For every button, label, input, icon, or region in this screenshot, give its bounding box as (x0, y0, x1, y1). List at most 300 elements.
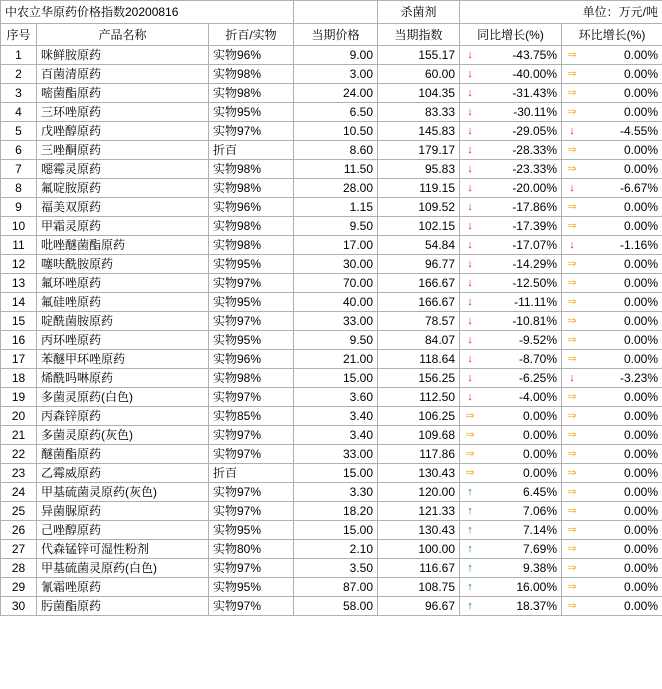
header-index: 序号 (1, 24, 37, 46)
right-arrow-icon: ⇒ (567, 486, 577, 498)
up-arrow-icon: ↑ (467, 543, 473, 555)
product-name: 福美双原药 (37, 198, 209, 217)
current-index: 95.83 (378, 160, 460, 179)
table-row (1, 597, 662, 616)
down-arrow-icon: ↓ (467, 372, 473, 384)
right-arrow-icon: ⇒ (465, 429, 475, 441)
yoy-change (460, 445, 562, 464)
ratio-value: 实物97% (209, 122, 294, 141)
current-index: 145.83 (378, 122, 460, 141)
product-name: 醚菌酯原药 (37, 445, 209, 464)
table-body (1, 46, 662, 616)
yoy-change (460, 388, 562, 407)
current-index: 84.07 (378, 331, 460, 350)
mom-change (562, 502, 662, 521)
right-arrow-icon: ⇒ (567, 144, 577, 156)
yoy-change (460, 312, 562, 331)
down-arrow-icon: ↓ (467, 220, 473, 232)
yoy-change (460, 293, 562, 312)
product-name: 己唑醇原药 (37, 521, 209, 540)
table-row (1, 464, 662, 483)
mom-change (562, 540, 662, 559)
yoy-change (460, 274, 562, 293)
mom-change-value: 0.00% (623, 447, 659, 461)
table-row (1, 84, 662, 103)
down-arrow-icon: ↓ (569, 182, 575, 194)
yoy-change (460, 141, 562, 160)
mom-change-value: 0.00% (623, 428, 659, 442)
down-arrow-icon: ↓ (467, 353, 473, 365)
ratio-value: 实物98% (209, 369, 294, 388)
right-arrow-icon: ⇒ (567, 524, 577, 536)
yoy-change-value: -43.75% (512, 48, 558, 62)
mom-change-value: 0.00% (623, 200, 659, 214)
current-price: 33.00 (294, 312, 378, 331)
yoy-change (460, 122, 562, 141)
right-arrow-icon: ⇒ (567, 201, 577, 213)
right-arrow-icon: ⇒ (465, 467, 475, 479)
right-arrow-icon: ⇒ (465, 448, 475, 460)
current-price: 2.10 (294, 540, 378, 559)
row-index: 1 (1, 46, 37, 65)
down-arrow-icon: ↓ (467, 182, 473, 194)
right-arrow-icon: ⇒ (567, 429, 577, 441)
right-arrow-icon: ⇒ (567, 315, 577, 327)
row-index: 29 (1, 578, 37, 597)
up-arrow-icon: ↑ (467, 505, 473, 517)
yoy-change (460, 502, 562, 521)
table-row (1, 312, 662, 331)
product-name: 咪鲜胺原药 (37, 46, 209, 65)
down-arrow-icon: ↓ (467, 144, 473, 156)
row-index: 14 (1, 293, 37, 312)
product-name: 甲基硫菌灵原药(灰色) (37, 483, 209, 502)
down-arrow-icon: ↓ (467, 201, 473, 213)
product-name: 丙环唑原药 (37, 331, 209, 350)
yoy-change (460, 65, 562, 84)
current-index: 156.25 (378, 369, 460, 388)
table-row (1, 388, 662, 407)
mom-change (562, 65, 662, 84)
current-price: 17.00 (294, 236, 378, 255)
mom-change (562, 236, 662, 255)
ratio-value: 实物80% (209, 540, 294, 559)
header-row (1, 24, 662, 46)
header-ratio: 折百/实物 (209, 24, 294, 46)
row-index: 21 (1, 426, 37, 445)
mom-change-value: 0.00% (623, 599, 659, 613)
row-index: 11 (1, 236, 37, 255)
row-index: 6 (1, 141, 37, 160)
header-price-index: 当期指数 (378, 24, 460, 46)
right-arrow-icon: ⇒ (567, 68, 577, 80)
mom-change-value: 0.00% (623, 143, 659, 157)
row-index: 13 (1, 274, 37, 293)
current-index: 54.84 (378, 236, 460, 255)
current-index: 116.67 (378, 559, 460, 578)
current-price: 28.00 (294, 179, 378, 198)
ratio-value: 实物96% (209, 198, 294, 217)
mom-change (562, 46, 662, 65)
product-name: 代森锰锌可湿性粉剂 (37, 540, 209, 559)
current-price: 3.40 (294, 426, 378, 445)
mom-change-value: 0.00% (623, 295, 659, 309)
current-index: 117.86 (378, 445, 460, 464)
row-index: 27 (1, 540, 37, 559)
mom-change-value: 0.00% (623, 466, 659, 480)
yoy-change-value: -12.50% (512, 276, 558, 290)
row-index: 10 (1, 217, 37, 236)
product-name: 氟环唑原药 (37, 274, 209, 293)
ratio-value: 实物96% (209, 350, 294, 369)
current-price: 3.00 (294, 65, 378, 84)
current-price: 3.50 (294, 559, 378, 578)
down-arrow-icon: ↓ (467, 68, 473, 80)
row-index: 8 (1, 179, 37, 198)
table-row (1, 445, 662, 464)
right-arrow-icon: ⇒ (567, 258, 577, 270)
mom-change-value: 0.00% (623, 67, 659, 81)
current-price: 15.00 (294, 464, 378, 483)
down-arrow-icon: ↓ (569, 125, 575, 137)
mom-change (562, 445, 662, 464)
yoy-change-value: -17.39% (512, 219, 558, 233)
table-row (1, 217, 662, 236)
current-index: 109.52 (378, 198, 460, 217)
current-index: 108.75 (378, 578, 460, 597)
yoy-change (460, 483, 562, 502)
mom-change (562, 141, 662, 160)
down-arrow-icon: ↓ (467, 391, 473, 403)
mom-change-value: 0.00% (623, 162, 659, 176)
down-arrow-icon: ↓ (467, 334, 473, 346)
header-price: 当期价格 (294, 24, 378, 46)
table-row (1, 179, 662, 198)
mom-change (562, 255, 662, 274)
yoy-change-value: 9.38% (522, 561, 558, 575)
table-row (1, 350, 662, 369)
mom-change (562, 274, 662, 293)
current-price: 40.00 (294, 293, 378, 312)
header-product: 产品名称 (37, 24, 209, 46)
yoy-change-value: -31.43% (512, 86, 558, 100)
mom-change-value: -1.16% (619, 238, 659, 252)
row-index: 22 (1, 445, 37, 464)
yoy-change-value: -28.33% (512, 143, 558, 157)
row-index: 18 (1, 369, 37, 388)
yoy-change-value: 0.00% (522, 409, 558, 423)
current-price: 3.40 (294, 407, 378, 426)
mom-change-value: 0.00% (623, 314, 659, 328)
down-arrow-icon: ↓ (467, 277, 473, 289)
current-index: 119.15 (378, 179, 460, 198)
yoy-change-value: 7.69% (522, 542, 558, 556)
product-name: 吡唑醚菌酯原药 (37, 236, 209, 255)
right-arrow-icon: ⇒ (567, 581, 577, 593)
ratio-value: 实物95% (209, 293, 294, 312)
right-arrow-icon: ⇒ (567, 505, 577, 517)
current-index: 104.35 (378, 84, 460, 103)
ratio-value: 实物97% (209, 274, 294, 293)
mom-change-value: 0.00% (623, 276, 659, 290)
yoy-change (460, 331, 562, 350)
ratio-value: 实物97% (209, 502, 294, 521)
down-arrow-icon: ↓ (467, 106, 473, 118)
right-arrow-icon: ⇒ (567, 391, 577, 403)
table-row (1, 483, 662, 502)
current-index: 130.43 (378, 464, 460, 483)
down-arrow-icon: ↓ (467, 258, 473, 270)
row-index: 23 (1, 464, 37, 483)
table-row (1, 141, 662, 160)
header-mom: 环比增长(%) (562, 24, 662, 46)
yoy-change-value: -30.11% (513, 105, 558, 119)
yoy-change (460, 236, 562, 255)
product-name: 氟硅唑原药 (37, 293, 209, 312)
row-index: 26 (1, 521, 37, 540)
mom-change-value: 0.00% (623, 105, 659, 119)
title-row (1, 1, 662, 24)
ratio-value: 实物97% (209, 559, 294, 578)
right-arrow-icon: ⇒ (567, 448, 577, 460)
mom-change (562, 312, 662, 331)
report-title: 中农立华原药价格指数20200816 (1, 1, 294, 24)
current-index: 120.00 (378, 483, 460, 502)
row-index: 5 (1, 122, 37, 141)
current-index: 121.33 (378, 502, 460, 521)
current-index: 83.33 (378, 103, 460, 122)
mom-change-value: -6.67% (619, 181, 659, 195)
right-arrow-icon: ⇒ (567, 353, 577, 365)
right-arrow-icon: ⇒ (567, 106, 577, 118)
ratio-value: 实物98% (209, 84, 294, 103)
ratio-value: 实物95% (209, 103, 294, 122)
product-name: 嘧菌酯原药 (37, 84, 209, 103)
current-index: 130.43 (378, 521, 460, 540)
row-index: 24 (1, 483, 37, 502)
table-row (1, 369, 662, 388)
yoy-change-value: -10.81% (512, 314, 558, 328)
current-price: 70.00 (294, 274, 378, 293)
ratio-value: 实物98% (209, 179, 294, 198)
current-index: 102.15 (378, 217, 460, 236)
yoy-change-value: 7.14% (522, 523, 558, 537)
current-price: 11.50 (294, 160, 378, 179)
ratio-value: 实物95% (209, 331, 294, 350)
product-name: 异菌脲原药 (37, 502, 209, 521)
ratio-value: 实物98% (209, 217, 294, 236)
current-price: 30.00 (294, 255, 378, 274)
row-index: 28 (1, 559, 37, 578)
table-row (1, 426, 662, 445)
row-index: 4 (1, 103, 37, 122)
current-index: 166.67 (378, 293, 460, 312)
yoy-change (460, 160, 562, 179)
yoy-change-value: 0.00% (522, 447, 558, 461)
yoy-change-value: -6.25% (518, 371, 558, 385)
mom-change-value: 0.00% (623, 219, 659, 233)
mom-change (562, 464, 662, 483)
current-price: 1.15 (294, 198, 378, 217)
yoy-change-value: 0.00% (522, 428, 558, 442)
right-arrow-icon: ⇒ (567, 87, 577, 99)
row-index: 9 (1, 198, 37, 217)
right-arrow-icon: ⇒ (567, 600, 577, 612)
current-index: 109.68 (378, 426, 460, 445)
row-index: 17 (1, 350, 37, 369)
row-index: 15 (1, 312, 37, 331)
current-price: 3.30 (294, 483, 378, 502)
mom-change (562, 559, 662, 578)
mom-change (562, 217, 662, 236)
yoy-change-value: -9.52% (518, 333, 558, 347)
right-arrow-icon: ⇒ (465, 410, 475, 422)
mom-change-value: 0.00% (623, 542, 659, 556)
row-index: 7 (1, 160, 37, 179)
mom-change (562, 521, 662, 540)
mom-change (562, 331, 662, 350)
mom-change (562, 103, 662, 122)
yoy-change-value: -8.70% (518, 352, 558, 366)
product-name: 甲基硫菌灵原药(白色) (37, 559, 209, 578)
right-arrow-icon: ⇒ (567, 334, 577, 346)
down-arrow-icon: ↓ (467, 296, 473, 308)
ratio-value: 实物97% (209, 445, 294, 464)
yoy-change (460, 597, 562, 616)
yoy-change-value: 18.37% (516, 599, 558, 613)
ratio-value: 实物97% (209, 312, 294, 331)
table-row (1, 521, 662, 540)
ratio-value: 实物97% (209, 483, 294, 502)
current-price: 24.00 (294, 84, 378, 103)
right-arrow-icon: ⇒ (567, 410, 577, 422)
mom-change-value: 0.00% (623, 352, 659, 366)
table-row (1, 46, 662, 65)
down-arrow-icon: ↓ (467, 239, 473, 251)
right-arrow-icon: ⇒ (567, 467, 577, 479)
yoy-change-value: -11.11% (514, 295, 558, 309)
product-name: 多菌灵原药(白色) (37, 388, 209, 407)
mom-change-value: 0.00% (623, 390, 659, 404)
yoy-change-value: -17.86% (512, 200, 558, 214)
ratio-value: 实物96% (209, 46, 294, 65)
table-row (1, 331, 662, 350)
yoy-change-value: -29.05% (512, 124, 558, 138)
table-row (1, 559, 662, 578)
table-row (1, 160, 662, 179)
product-name: 三唑酮原药 (37, 141, 209, 160)
right-arrow-icon: ⇒ (567, 163, 577, 175)
row-index: 19 (1, 388, 37, 407)
mom-change-value: 0.00% (623, 561, 659, 575)
current-index: 112.50 (378, 388, 460, 407)
mom-change-value: 0.00% (623, 580, 659, 594)
table-row (1, 274, 662, 293)
current-price: 58.00 (294, 597, 378, 616)
product-name: 噻呋酰胺原药 (37, 255, 209, 274)
current-index: 179.17 (378, 141, 460, 160)
unit-label: 单位：万元/吨 (460, 1, 662, 24)
yoy-change (460, 198, 562, 217)
ratio-value: 实物95% (209, 578, 294, 597)
mom-change (562, 293, 662, 312)
yoy-change (460, 521, 562, 540)
current-price: 9.00 (294, 46, 378, 65)
yoy-change-value: -20.00% (512, 181, 558, 195)
yoy-change (460, 578, 562, 597)
right-arrow-icon: ⇒ (567, 277, 577, 289)
current-index: 166.67 (378, 274, 460, 293)
current-price: 15.00 (294, 521, 378, 540)
mom-change-value: 0.00% (623, 257, 659, 271)
table-row (1, 236, 662, 255)
table-row (1, 122, 662, 141)
up-arrow-icon: ↑ (467, 486, 473, 498)
up-arrow-icon: ↑ (467, 562, 473, 574)
yoy-change (460, 84, 562, 103)
ratio-value: 折百 (209, 141, 294, 160)
yoy-change (460, 369, 562, 388)
yoy-change (460, 559, 562, 578)
row-index: 3 (1, 84, 37, 103)
down-arrow-icon: ↓ (569, 372, 575, 384)
mom-change-value: -4.55% (619, 124, 659, 138)
table-row (1, 255, 662, 274)
yoy-change (460, 217, 562, 236)
yoy-change (460, 179, 562, 198)
table-row (1, 65, 662, 84)
product-name: 肟菌酯原药 (37, 597, 209, 616)
ratio-value: 实物97% (209, 597, 294, 616)
current-price: 8.60 (294, 141, 378, 160)
table-row (1, 293, 662, 312)
table-row (1, 502, 662, 521)
ratio-value: 实物95% (209, 255, 294, 274)
title-spacer (294, 1, 378, 24)
current-price: 9.50 (294, 331, 378, 350)
product-name: 百菌清原药 (37, 65, 209, 84)
down-arrow-icon: ↓ (467, 49, 473, 61)
product-name: 乙霉威原药 (37, 464, 209, 483)
yoy-change-value: -40.00% (512, 67, 558, 81)
product-name: 氟啶胺原药 (37, 179, 209, 198)
yoy-change (460, 464, 562, 483)
down-arrow-icon: ↓ (467, 87, 473, 99)
current-price: 87.00 (294, 578, 378, 597)
category-label: 杀菌剂 (378, 1, 460, 24)
product-name: 啶酰菌胺原药 (37, 312, 209, 331)
ratio-value: 实物98% (209, 65, 294, 84)
right-arrow-icon: ⇒ (567, 543, 577, 555)
ratio-value: 实物97% (209, 426, 294, 445)
current-index: 155.17 (378, 46, 460, 65)
mom-change (562, 350, 662, 369)
row-index: 12 (1, 255, 37, 274)
mom-change (562, 407, 662, 426)
current-price: 21.00 (294, 350, 378, 369)
product-name: 戊唑醇原药 (37, 122, 209, 141)
current-index: 106.25 (378, 407, 460, 426)
mom-change (562, 122, 662, 141)
yoy-change-value: 7.06% (522, 504, 558, 518)
current-price: 3.60 (294, 388, 378, 407)
yoy-change (460, 103, 562, 122)
current-price: 33.00 (294, 445, 378, 464)
yoy-change (460, 46, 562, 65)
ratio-value: 实物98% (209, 160, 294, 179)
yoy-change-value: -17.07% (512, 238, 558, 252)
current-price: 15.00 (294, 369, 378, 388)
